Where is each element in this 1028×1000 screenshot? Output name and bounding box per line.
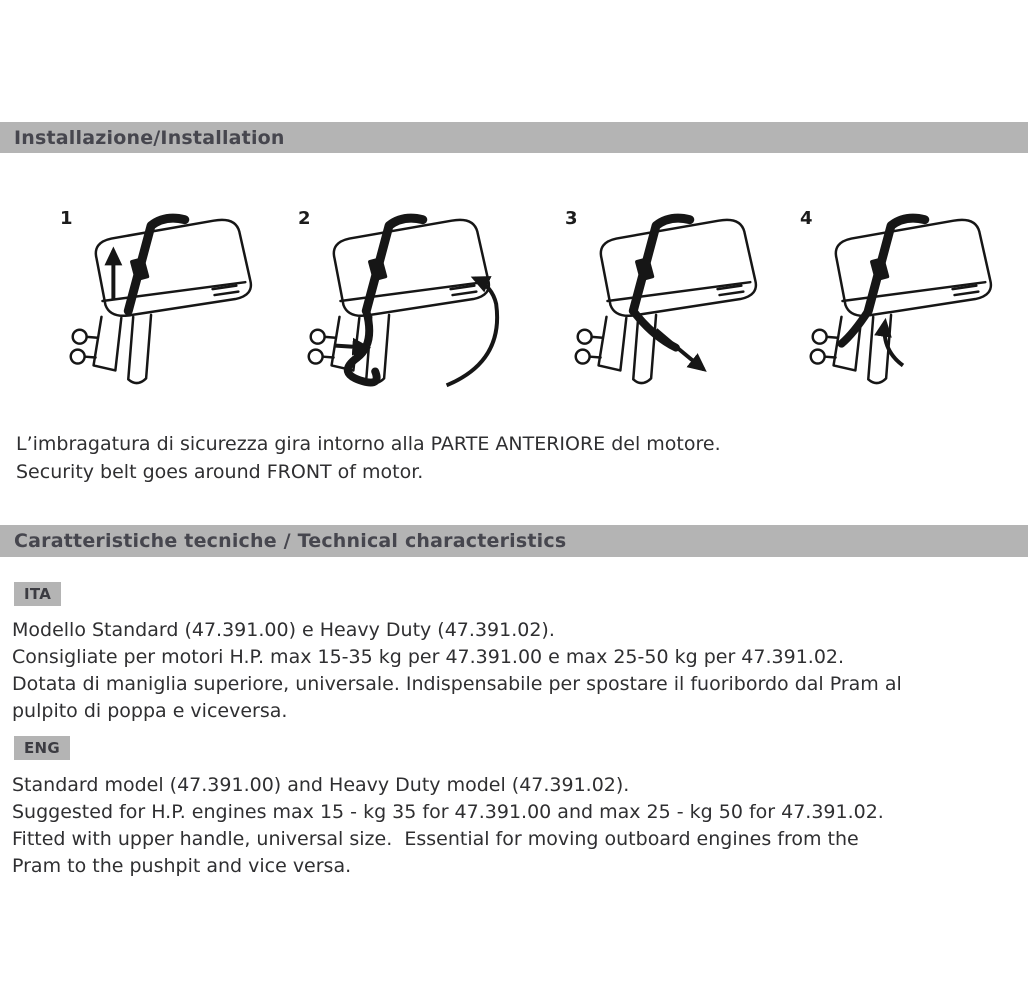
figure-number-2: 2 — [298, 208, 311, 229]
english-description-line: Suggested for H.P. engines max 15 - kg 35 for 47.391.00 and max 25 - kg 50 for 47.391.02. — [12, 801, 884, 823]
outboard-motor-illustration-3 — [545, 196, 783, 410]
caption-italian: L’imbragatura di sicurezza gira intorno alla PARTE ANTERIORE del motore. — [16, 433, 721, 455]
figure-number-1: 1 — [60, 208, 73, 229]
italian-description-line: Dotata di maniglia superiore, universale. Indispensabile per spostare il fuoribordo dal Pram al — [12, 673, 902, 695]
outboard-motor-illustration-4 — [780, 196, 1018, 410]
english-description-line: Standard model (47.391.00) and Heavy Duty model (47.391.02). — [12, 774, 630, 796]
italian-description-line: pulpito di poppa e viceversa. — [12, 700, 288, 722]
installation-step-3 — [545, 196, 783, 410]
installation-section-title: Installazione/Installation — [14, 126, 285, 149]
figures-caption — [16, 430, 721, 486]
arrow-right-icon — [336, 346, 368, 348]
outboard-motor-illustration-2 — [278, 196, 516, 410]
section-header-installation — [0, 122, 1028, 153]
italian-description-line: Consigliate per motori H.P. max 15-35 kg per 47.391.00 e max 25-50 kg per 47.391.02. — [12, 646, 845, 668]
outboard-motor-illustration-1 — [40, 196, 278, 410]
figure-number-3: 3 — [565, 208, 578, 229]
italian-description-line: Modello Standard (47.391.00) e Heavy Duty (47.391.02). — [12, 619, 555, 641]
figure-number-4: 4 — [800, 208, 813, 229]
italian-description — [12, 617, 1022, 725]
english-description-line: Pram to the pushpit and vice versa. — [12, 855, 352, 877]
english-description-line: Fitted with upper handle, universal size. Essential for moving outboard engines from the — [12, 828, 859, 850]
english-description — [12, 772, 1022, 880]
section-header-characteristics — [0, 525, 1028, 557]
arrow-down-right-icon — [656, 330, 704, 370]
installation-step-4 — [780, 196, 1018, 410]
characteristics-section-title: Caratteristiche tecniche / Technical characteristics — [14, 530, 567, 552]
caption-english: Security belt goes around FRONT of motor. — [16, 461, 424, 483]
installation-step-2 — [278, 196, 516, 410]
installation-step-1 — [40, 196, 278, 410]
language-badge-eng: ENG — [14, 736, 70, 760]
language-badge-ita: ITA — [14, 582, 61, 606]
